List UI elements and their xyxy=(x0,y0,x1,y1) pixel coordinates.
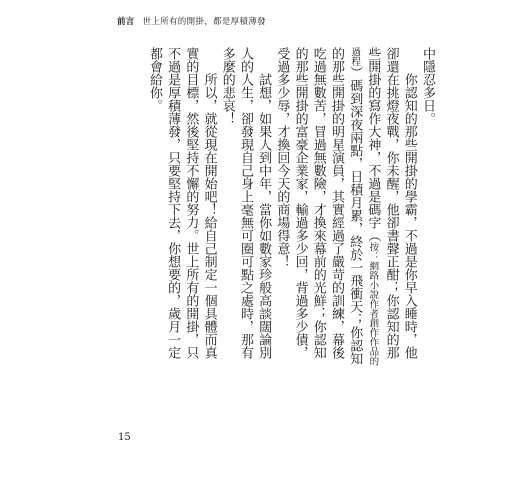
paragraph xyxy=(145,47,218,369)
paragraph-text: 你認知的那些開掛的學霸，不過是你早入睡時，他卻還在挑燈夜戰，你未醒，他卻書聲正酣；你認知的那些開掛的寫作大神，不過是碼字（ xyxy=(365,47,417,359)
paragraph-text: 所以，就從現在開始吧！給自己制定一個具體而真實的目標，然後堅持不懈的努力。世上所有的開掛，只不過是厚積薄發，只要堅持下去，你想要的，歲月一定都會給你。 xyxy=(146,47,217,359)
paragraph-text: 試想，如果人到中年，當你如數家珍般高談闊論別人的人生，卻發現自己身上毫無可圈可點之處時，那有多麼的悲哀！ xyxy=(219,47,272,359)
header-chapter-title: 世上所有的開掛，都是厚積薄發 xyxy=(142,17,266,27)
body-text xyxy=(145,47,436,369)
paragraph xyxy=(418,47,436,369)
inline-note: 按：網路小說作者創作作品的過程 xyxy=(349,47,379,366)
running-header xyxy=(117,15,266,27)
paragraph-text: ）碼到深夜兩點，日積月累，終於一飛衝天；你認知的那些開掛的明星演員，其實經過了嚴苛的訓練，幕後吃過無數苦，冒過無數險，才換來幕前的光鮮；你認知的那些開掛的富豪企業家，輸過多少回，背過多少債，受過多少辱，才換回今天的商場得意！ xyxy=(274,47,363,365)
paragraph xyxy=(272,47,418,369)
page-number: 15 xyxy=(118,432,131,443)
paragraph xyxy=(218,47,273,369)
paragraph-text: 中隱忍多日。 xyxy=(420,47,435,125)
header-section-label: 前言 xyxy=(117,17,135,27)
